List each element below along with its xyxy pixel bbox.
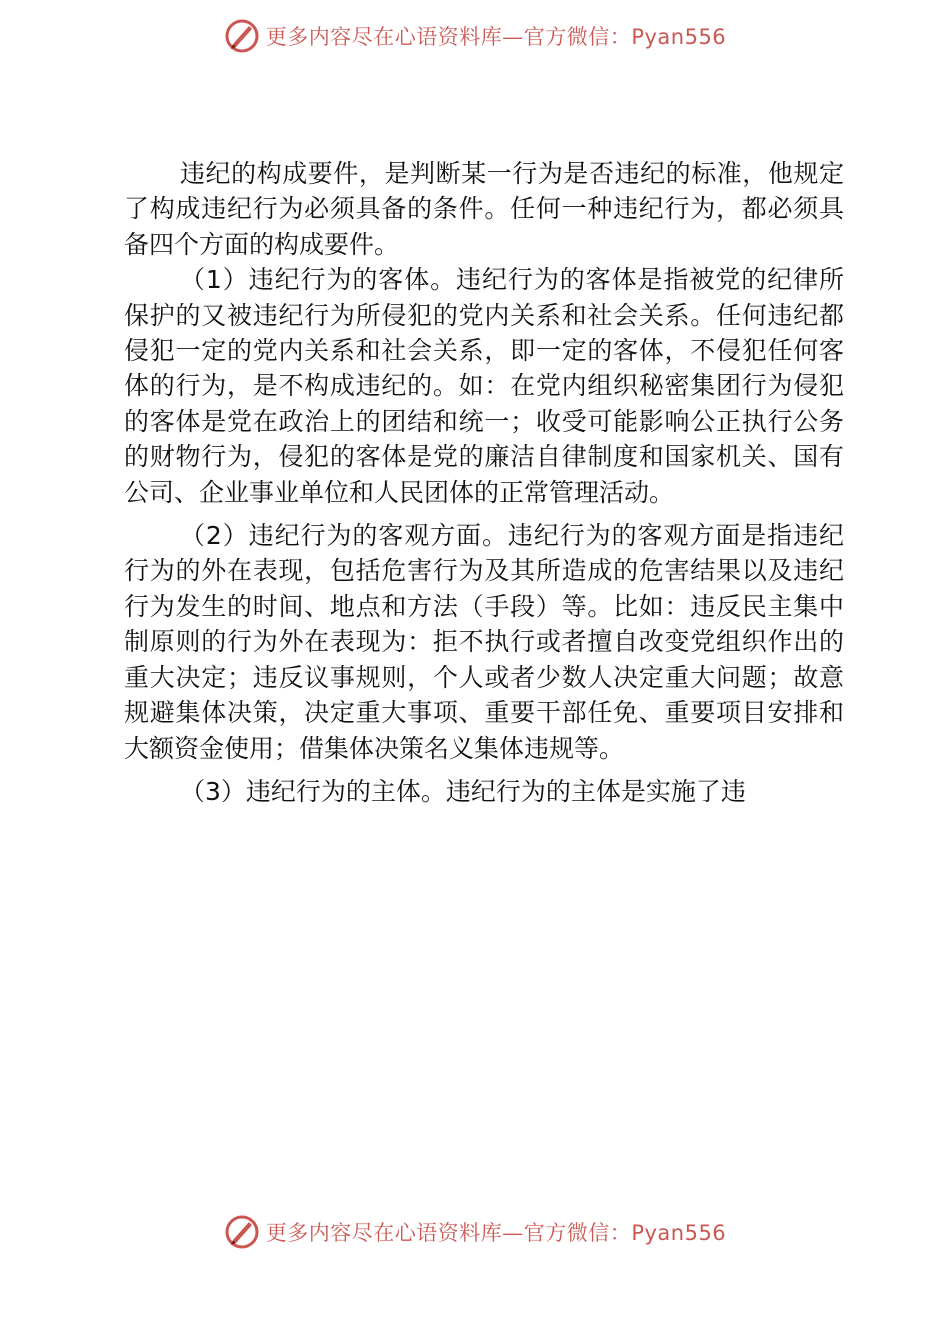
pen-logo-icon <box>224 1214 260 1250</box>
footer-banner-text: 更多内容尽在心语资料库—官方微信：Pyan556 <box>265 1221 727 1245</box>
paragraph-subject: （3）违纪行为的主体。违纪行为的主体是实施了违 <box>180 776 746 806</box>
header-banner-text: 更多内容尽在心语资料库—官方微信：Pyan556 <box>265 25 727 49</box>
header-watermark-banner <box>0 14 950 58</box>
document-body <box>124 156 844 809</box>
paragraph-intro: 违纪的构成要件，是判断某一行为是否违纪的标准，他规定了构成违纪行为必须具备的条件。任何一种违纪行为，都必须具备四个方面的构成要件。 <box>124 159 844 259</box>
footer-watermark-banner <box>0 1210 950 1254</box>
paragraph-objective-aspect: （2）违纪行为的客观方面。违纪行为的客观方面是指违纪行为的外在表现，包括危害行为及其所造成的危害结果以及违纪行为发生的时间、地点和方法（手段）等。比如：违反民主集中制原则的行为外在表现为：拒不执行或者擅自改变党组织作出的重大决定；违反议事规则，个人或者少数人决定重大问题；故意规避集体决策，决定重大事项、重要干部任免、重要项目安排和大额资金使用；借集体决策名义集体违规等。 <box>124 521 844 763</box>
paragraph-object: （1）违纪行为的客体。违纪行为的客体是指被党的纪律所保护的又被违纪行为所侵犯的党内关系和社会关系。任何违纪都侵犯一定的党内关系和社会关系，即一定的客体，不侵犯任何客体的行为，是不构成违纪的。如：在党内组织秘密集团行为侵犯的客体是党在政治上的团结和统一；收受可能影响公正执行公务的财物行为，侵犯的客体是党的廉洁自律制度和国家机关、国有公司、企业事业单位和人民团体的正常管理活动。 <box>124 265 844 507</box>
pen-logo-icon <box>224 18 260 54</box>
